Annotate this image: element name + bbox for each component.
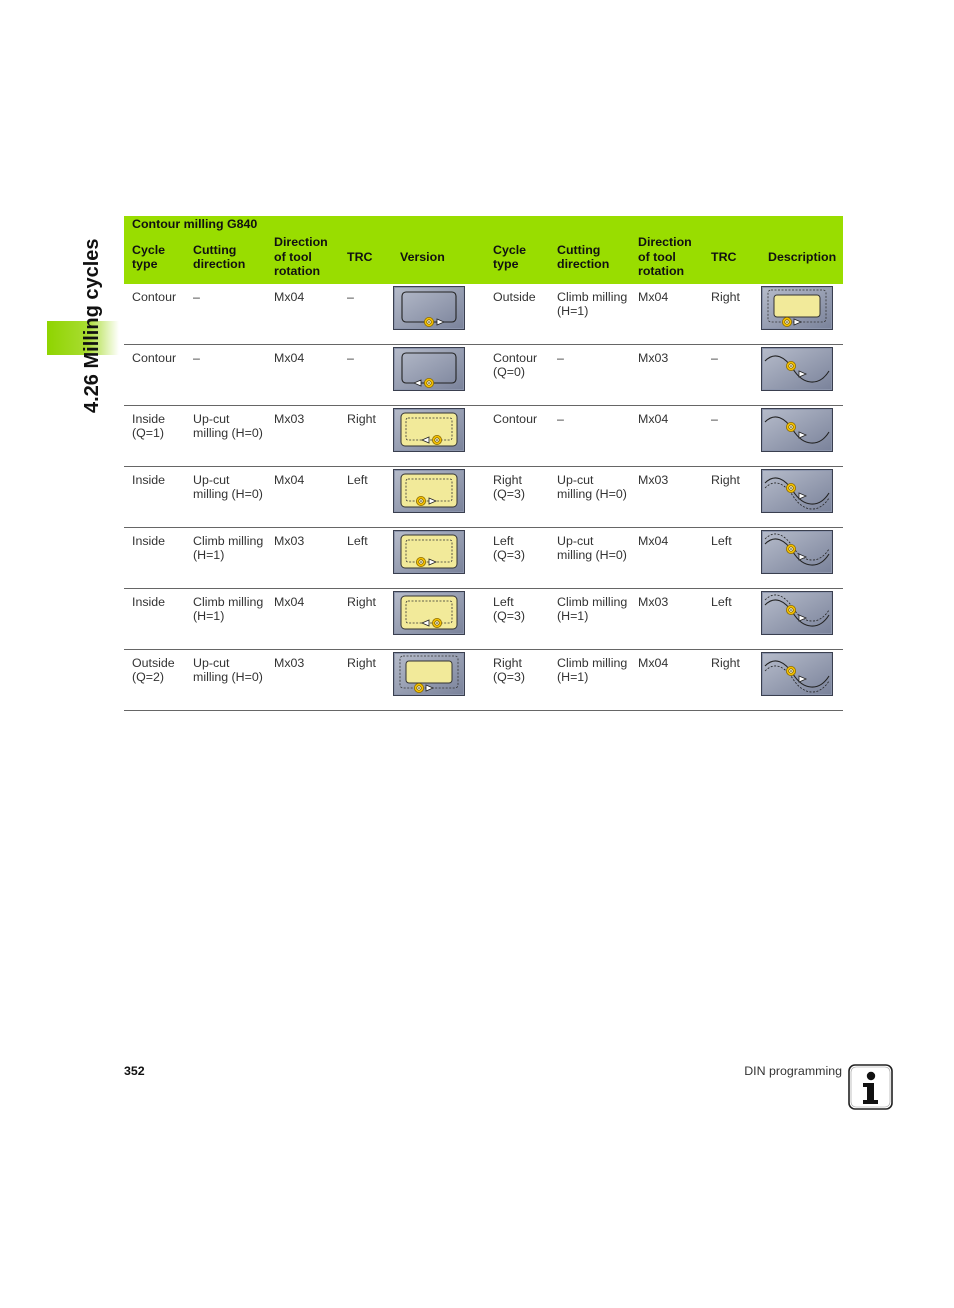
page-number: 352	[124, 1064, 145, 1078]
header-cutting-direction: Cutting direction	[549, 232, 630, 284]
table-row	[124, 589, 843, 650]
header-tool-rotation: Direction of tool rotation	[630, 232, 703, 284]
cycle-type-cell: Inside (Q=1)	[124, 406, 185, 467]
cycle-type-cell: Contour	[485, 406, 549, 467]
trc-cell: Left	[339, 467, 392, 528]
inside-upcut-left-icon	[393, 469, 465, 513]
trc-cell: Right	[703, 284, 760, 345]
description-image-cell	[760, 345, 843, 406]
table-row	[124, 528, 843, 589]
trc-cell: –	[339, 345, 392, 406]
cutting-direction-cell: Up-cut milling (H=0)	[549, 528, 630, 589]
tool-rotation-cell: Mx04	[266, 467, 339, 528]
open-contour-icon	[761, 347, 833, 391]
cycle-type-cell: Contour	[124, 345, 185, 406]
version-image-cell	[392, 467, 485, 528]
inside-upcut-right-icon	[393, 408, 465, 452]
version-image-cell	[392, 589, 485, 650]
header-trc: TRC	[339, 232, 392, 284]
cutting-direction-cell: Climb milling (H=1)	[185, 528, 266, 589]
cycle-type-cell: Left (Q=3)	[485, 528, 549, 589]
cutting-direction-cell: –	[185, 345, 266, 406]
outside-climb-icon	[761, 286, 833, 330]
tool-rotation-cell: Mx03	[266, 406, 339, 467]
tool-rotation-cell: Mx03	[630, 589, 703, 650]
tool-rotation-cell: Mx04	[266, 284, 339, 345]
table-title: Contour milling G840	[124, 216, 843, 232]
trc-cell: –	[339, 284, 392, 345]
contour-rect-ccw-icon	[393, 347, 465, 391]
open-right-upcut-icon	[761, 469, 833, 513]
tool-rotation-cell: Mx03	[266, 528, 339, 589]
header-description: Description	[760, 232, 843, 284]
open-left-upcut-icon	[761, 530, 833, 574]
cutting-direction-cell: Climb milling (H=1)	[185, 589, 266, 650]
header-cutting-direction: Cutting direction	[185, 232, 266, 284]
inside-climb-right-icon	[393, 591, 465, 635]
version-image-cell	[392, 650, 485, 711]
cycle-type-cell: Contour (Q=0)	[485, 345, 549, 406]
tool-rotation-cell: Mx04	[266, 345, 339, 406]
trc-cell: Left	[703, 528, 760, 589]
trc-cell: Right	[703, 650, 760, 711]
description-image-cell	[760, 467, 843, 528]
cycle-type-cell: Outside (Q=2)	[124, 650, 185, 711]
version-image-cell	[392, 406, 485, 467]
trc-cell: Right	[339, 589, 392, 650]
tool-rotation-cell: Mx03	[266, 650, 339, 711]
table-row	[124, 406, 843, 467]
cutting-direction-cell: Climb milling (H=1)	[549, 284, 630, 345]
cutting-direction-cell: Climb milling (H=1)	[549, 589, 630, 650]
contour-rect-cw-icon	[393, 286, 465, 330]
open-contour-icon	[761, 408, 833, 452]
table-row	[124, 467, 843, 528]
trc-cell: Right	[339, 650, 392, 711]
header-cycle-type: Cycle type	[485, 232, 549, 284]
trc-cell: Left	[703, 589, 760, 650]
cutting-direction-cell: Up-cut milling (H=0)	[185, 406, 266, 467]
cutting-direction-cell: Climb milling (H=1)	[549, 650, 630, 711]
version-image-cell	[392, 345, 485, 406]
outside-upcut-icon	[393, 652, 465, 696]
header-cycle-type: Cycle type	[124, 232, 185, 284]
trc-cell: Left	[339, 528, 392, 589]
cutting-direction-cell: –	[549, 406, 630, 467]
open-left-climb-icon	[761, 591, 833, 635]
header-trc: TRC	[703, 232, 760, 284]
description-image-cell	[760, 528, 843, 589]
cutting-direction-cell: Up-cut milling (H=0)	[549, 467, 630, 528]
trc-cell: Right	[339, 406, 392, 467]
version-image-cell	[392, 284, 485, 345]
header-tool-rotation: Direction of tool rotation	[266, 232, 339, 284]
description-image-cell	[760, 406, 843, 467]
description-image-cell	[760, 589, 843, 650]
cycle-type-cell: Outside	[485, 284, 549, 345]
trc-cell: Right	[703, 467, 760, 528]
header-version: Version	[392, 232, 485, 284]
cycle-type-cell: Inside	[124, 589, 185, 650]
cycle-type-cell: Inside	[124, 467, 185, 528]
trc-cell: –	[703, 345, 760, 406]
section-name: DIN programming	[744, 1064, 842, 1078]
tool-rotation-cell: Mx03	[630, 467, 703, 528]
open-right-climb-icon	[761, 652, 833, 696]
table-row	[124, 345, 843, 406]
description-image-cell	[760, 650, 843, 711]
tool-rotation-cell: Mx04	[630, 528, 703, 589]
cycle-type-cell: Inside	[124, 528, 185, 589]
cutting-direction-cell: Up-cut milling (H=0)	[185, 467, 266, 528]
table-row	[124, 650, 843, 711]
table-row	[124, 284, 843, 345]
tool-rotation-cell: Mx04	[266, 589, 339, 650]
tool-rotation-cell: Mx04	[630, 406, 703, 467]
tool-rotation-cell: Mx04	[630, 284, 703, 345]
version-image-cell	[392, 528, 485, 589]
cycle-type-cell: Right (Q=3)	[485, 467, 549, 528]
tool-rotation-cell: Mx03	[630, 345, 703, 406]
cutting-direction-cell: –	[185, 284, 266, 345]
inside-climb-left-icon	[393, 530, 465, 574]
cutting-direction-cell: –	[549, 345, 630, 406]
trc-cell: –	[703, 406, 760, 467]
tool-rotation-cell: Mx04	[630, 650, 703, 711]
contour-milling-table	[124, 216, 843, 711]
chapter-title: 4.26 Milling cycles	[81, 238, 103, 413]
cycle-type-cell: Left (Q=3)	[485, 589, 549, 650]
cycle-type-cell: Contour	[124, 284, 185, 345]
cutting-direction-cell: Up-cut milling (H=0)	[185, 650, 266, 711]
info-icon	[848, 1064, 893, 1110]
description-image-cell	[760, 284, 843, 345]
cycle-type-cell: Right (Q=3)	[485, 650, 549, 711]
